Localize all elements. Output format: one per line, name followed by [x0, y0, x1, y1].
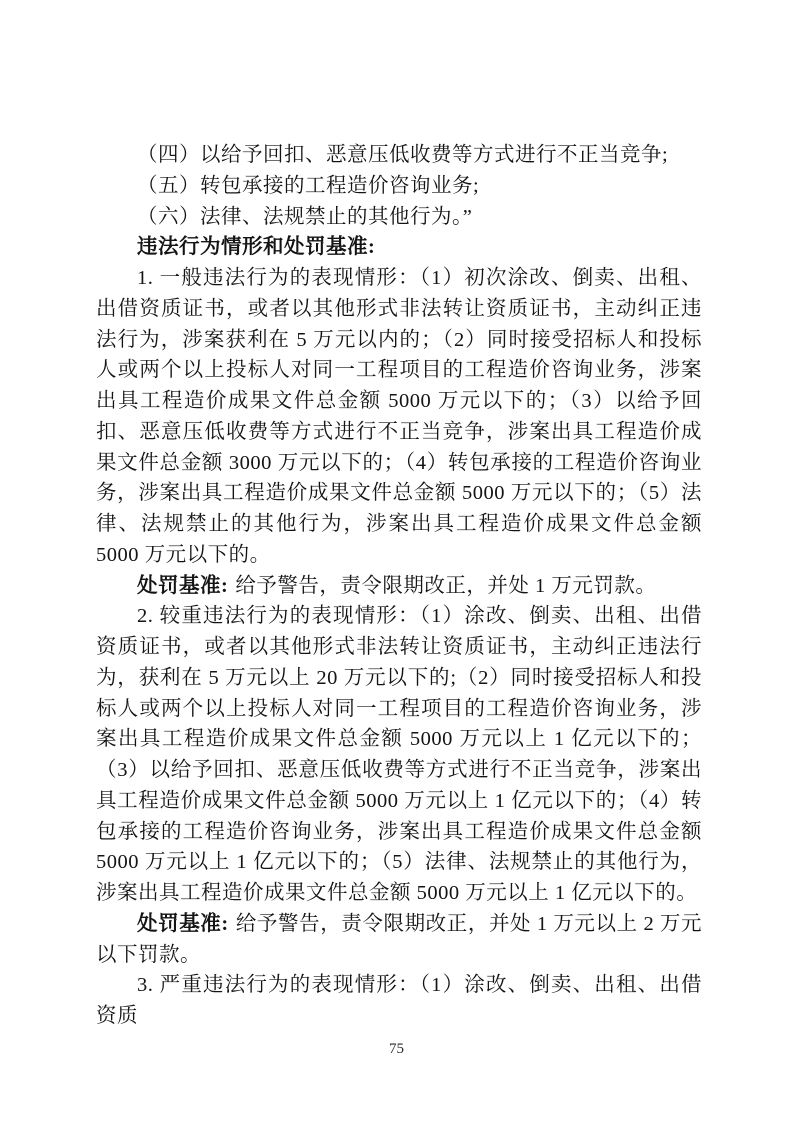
paragraph-moderate-violation: 2. 较重违法行为的表现情形：（1）涂改、倒卖、出租、出借资质证书，或者以其他形式非法转让资质证书，主动纠正违法行为，获利在 5 万元以上 20 万元以下的;（2）同时接受招标人和投标人或两个以上投标人对同一工程项目的工程造价咨询业务，涉案出具工程造价成果文件总金额 5000 万元以上 1 亿元以下的；（3）以给予回扣、恶意压低收费等方式进行不正当竞争，涉案出具工程造价成果文件总金额 5000 万元以上 1 亿元以下的；（4）转包承接的工程造价咨询业务，涉案出具工程造价成果文件总金额 5000 万元以上 1 亿元以下的；（5）法律、法规禁止的其他行为，涉案出具工程造价成果文件总金额 5000 万元以上 1 亿元以下的。 — [96, 605, 702, 904]
section-heading: 违法行为情形和处罚基准: — [137, 236, 376, 259]
penalty-text: 给予警告，责令限期改正，并处 1 万元以上 2 万元以下罚款。 — [96, 912, 703, 966]
paragraph-penalty-moderate — [96, 909, 702, 971]
penalty-label: 处罚基准: — [137, 912, 229, 935]
page-number: 75 — [389, 1041, 404, 1057]
clause-item-5: （五）转包承接的工程造价咨询业务; — [137, 174, 480, 197]
clause-item-4: （四）以给予回扣、恶意压低收费等方式进行不正当竞争; — [137, 144, 669, 166]
penalty-label: 处罚基准: — [137, 574, 229, 597]
paragraph-general-violation: 1. 一般违法行为的表现情形：（1）初次涂改、倒卖、出租、出借资质证书，或者以其他形式非法转让资质证书，主动纠正违法行为，涉案获利在 5 万元以内的；（2）同时接受招标人和投标人或两个以上投标人对同一工程项目的工程造价咨询业务，涉案出具工程造价成果文件总金额 5000 万元以下的；（3）以给予回扣、恶意压低收费等方式进行不正当竞争，涉案出具工程造价成果文件总金额 3000 万元以下的；（4）转包承接的工程造价咨询业务，涉案出具工程造价成果文件总金额 5000 万元以下的；（5）法律、法规禁止的其他行为，涉案出具工程造价成果文件总金额 5000 万元以下的。 — [96, 267, 702, 566]
paragraph-severe-violation: 3. 严重违法行为的表现情形：（1）涂改、倒卖、出租、出借资质 — [96, 974, 702, 1027]
clause-item-6: （六）法律、法规禁止的其他行为。” — [137, 205, 473, 228]
penalty-text: 给予警告，责令限期改正，并处 1 万元罚款。 — [235, 574, 657, 597]
paragraph-penalty-general — [96, 571, 702, 602]
page-body — [96, 140, 702, 1032]
